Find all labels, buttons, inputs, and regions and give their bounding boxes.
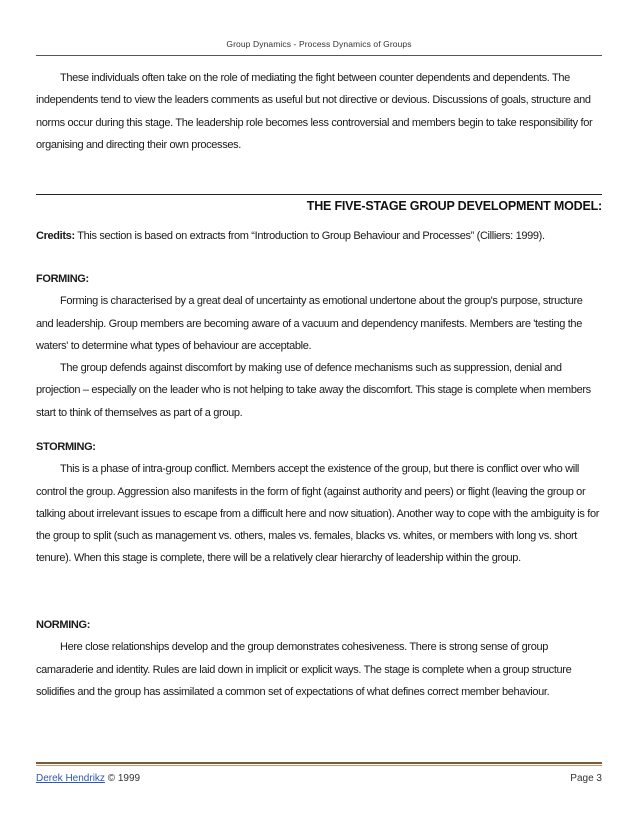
- storming-heading: STORMING:: [36, 441, 96, 453]
- section-divider: [36, 194, 602, 195]
- storming-section: [36, 436, 602, 570]
- credits-text: This section is based on extracts from “Introduction to Group Behaviour and Processes” (Cilliers: 1999).: [74, 230, 545, 242]
- credits-block: [36, 225, 602, 247]
- norming-paragraph-1: Here close relationships develop and the group demonstrates cohesiveness. There is strong sense of group camaraderie and identity. Rules are laid down in implicit or explicit ways. The stage is complete when a group structure solidifies and the group has assimilated a common set of expectations of what defines correct member behaviour.: [36, 641, 572, 698]
- copyright-text: © 1999: [104, 773, 141, 784]
- forming-heading: FORMING:: [36, 273, 89, 285]
- forming-paragraph-2: The group defends against discomfort by making use of defence mechanisms such as suppression, denial and projection – especially on the leader who is not helping to take away the discomfort. This stage is complete when members start to think of themselves as part of a group.: [36, 362, 591, 419]
- forming-section: [36, 268, 602, 424]
- footer-divider-dark: [36, 762, 602, 764]
- header-divider: [36, 55, 602, 56]
- lead-paragraph-block: [36, 67, 602, 156]
- storming-paragraph-1: This is a phase of intra-group conflict. Members accept the existence of the group, but there is conflict over who will control the group. Aggression also manifests in the form of fight (against authority and peers) or flight (leaving the group or talking about irrelevant issues to escape from a difficult here and now situation). Another way to cope with the ambiguity is for the group to split (such as management vs. others, males vs. females, blacks vs. whites, or members with long vs. short tenure). When this stage is complete, there will be a relatively clear hierarchy of leadership within the group.: [36, 463, 600, 565]
- norming-heading: NORMING:: [36, 619, 91, 631]
- forming-paragraph-1: Forming is characterised by a great deal of uncertainty as emotional undertone about the group's purpose, structure and leadership. Group members are becoming aware of a vacuum and dependency manifests. Members are 'testing the waters' to determine what types of behaviour are acceptable.: [36, 295, 583, 352]
- lead-paragraph: These individuals often take on the role of mediating the fight between counter dependents and dependents. The independents tend to view the leaders comments as useful but not directive or devious. Discussions of goals, structure and norms occur during this stage. The leadership role becomes less controversial and members begin to take responsibility for organising and directing their own processes.: [36, 72, 593, 151]
- credits-line: [36, 225, 602, 247]
- norming-section: [36, 614, 602, 703]
- running-header: Group Dynamics - Process Dynamics of Groups: [226, 39, 412, 49]
- footer-credit: [36, 773, 140, 784]
- section-title: THE FIVE-STAGE GROUP DEVELOPMENT MODEL:: [306, 199, 602, 213]
- author-link[interactable]: Derek Hendrikz: [36, 773, 105, 784]
- credits-label: Credits:: [36, 230, 75, 242]
- footer-divider-light: [36, 765, 602, 766]
- page-footer: [36, 773, 602, 784]
- page-number: Page 3: [570, 773, 602, 784]
